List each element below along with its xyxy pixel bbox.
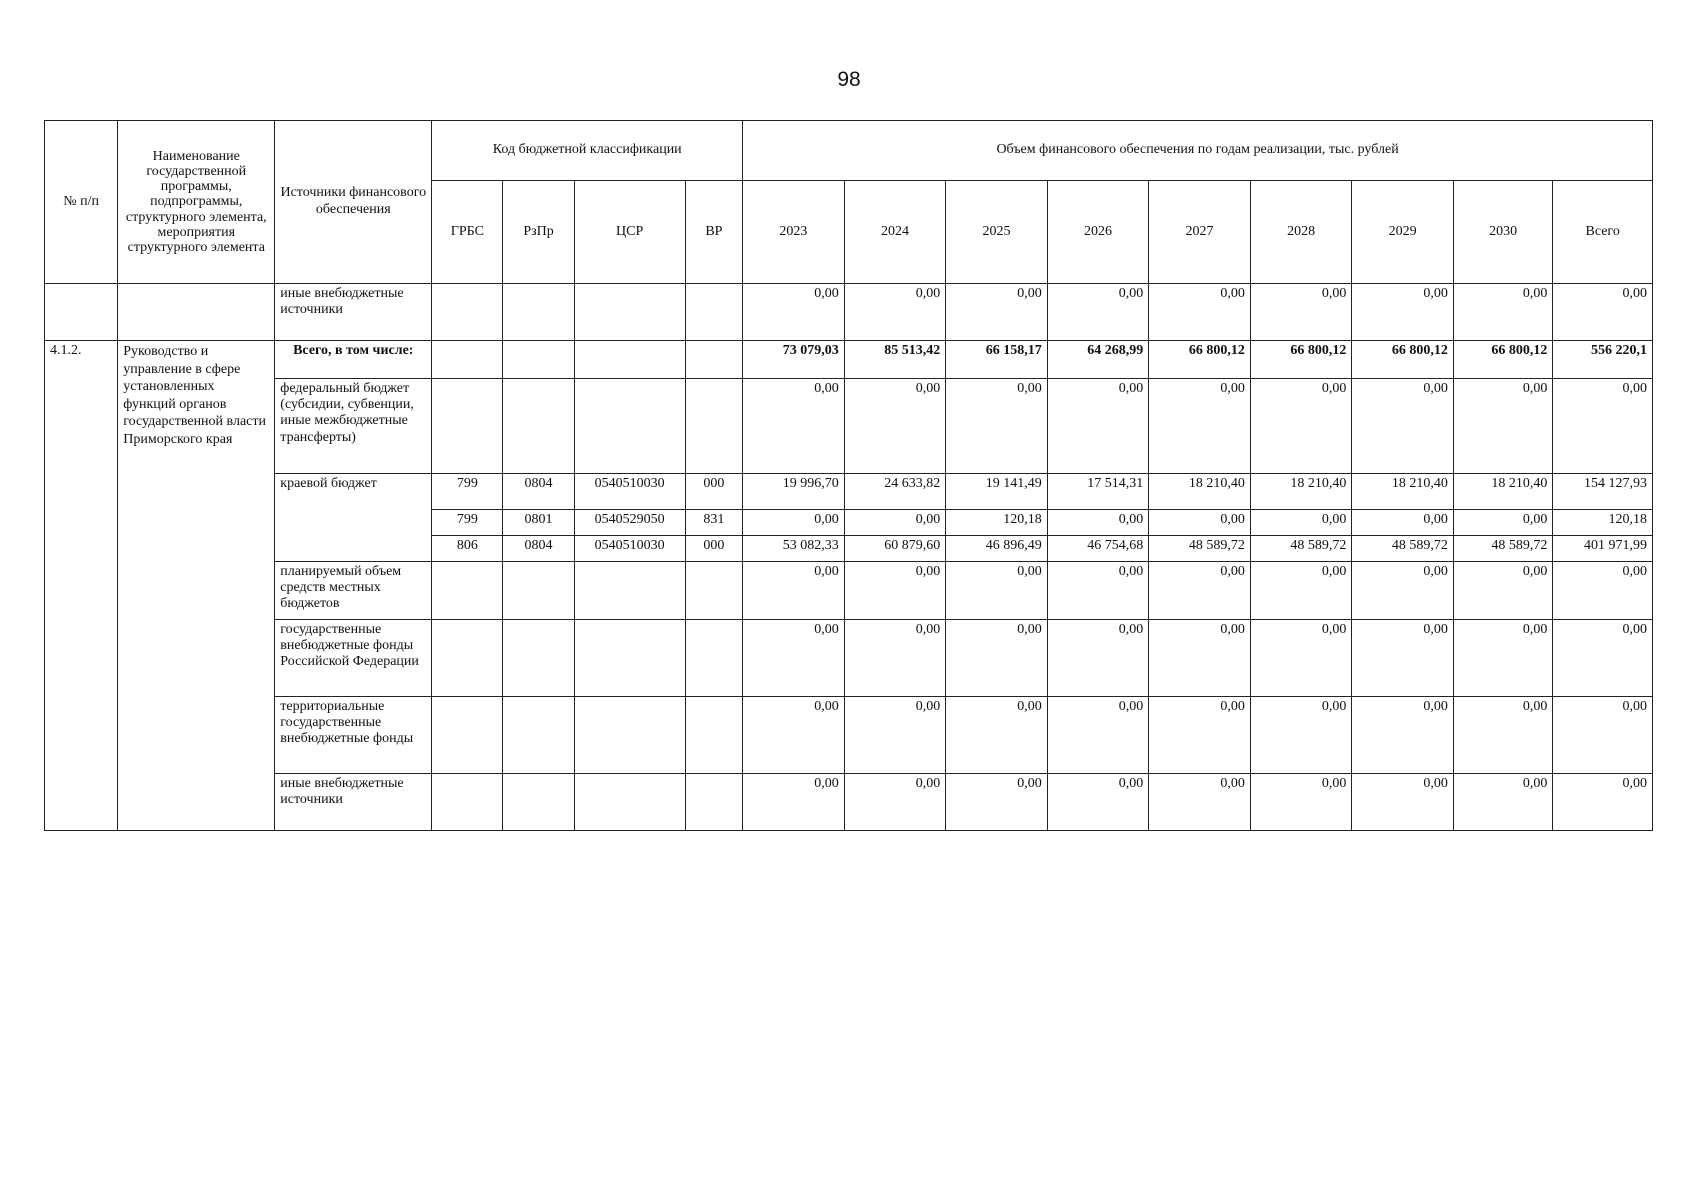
header-source: Источники финансового обеспечения: [275, 121, 432, 284]
cell-value-2026: 64 268,99: [1047, 341, 1149, 379]
cell-rzpr: [503, 284, 574, 341]
cell-grbs: 799: [432, 510, 503, 536]
cell-source: Всего, в том числе:: [275, 341, 432, 379]
cell-grbs: [432, 562, 503, 620]
cell-value-2027: 66 800,12: [1149, 341, 1251, 379]
cell-value-2030: 48 589,72: [1453, 536, 1552, 562]
cell-value-2029: 0,00: [1352, 697, 1454, 774]
cell-value-2027: 0,00: [1149, 562, 1251, 620]
cell-value-2025: 0,00: [946, 620, 1048, 697]
cell-value-total: 0,00: [1553, 562, 1653, 620]
cell-csr: [574, 620, 685, 697]
cell-grbs: [432, 620, 503, 697]
cell-value-total: 0,00: [1553, 620, 1653, 697]
cell-value-2027: 0,00: [1149, 774, 1251, 831]
table-body: [45, 284, 1653, 831]
cell-value-2025: 0,00: [946, 774, 1048, 831]
cell-rzpr: [503, 379, 574, 474]
cell-source: иные внебюджетные источники: [275, 774, 432, 831]
cell-value-2030: 0,00: [1453, 620, 1552, 697]
cell-rzpr: 0804: [503, 536, 574, 562]
cell-value-2028: 0,00: [1250, 562, 1352, 620]
cell-value-2025: 0,00: [946, 697, 1048, 774]
cell-value-2028: 0,00: [1250, 774, 1352, 831]
header-year-2029: 2029: [1352, 181, 1454, 284]
cell-grbs: 806: [432, 536, 503, 562]
cell-name: [118, 284, 275, 341]
cell-value-2024: 24 633,82: [844, 474, 946, 510]
cell-vr: [685, 697, 743, 774]
header-year-2024: 2024: [844, 181, 946, 284]
cell-value-2028: 0,00: [1250, 510, 1352, 536]
cell-value-2029: 66 800,12: [1352, 341, 1454, 379]
cell-value-2030: 0,00: [1453, 774, 1552, 831]
cell-value-2027: 0,00: [1149, 284, 1251, 341]
cell-value-2029: 0,00: [1352, 379, 1454, 474]
cell-value-2024: 85 513,42: [844, 341, 946, 379]
cell-value-2027: 0,00: [1149, 620, 1251, 697]
cell-grbs: [432, 284, 503, 341]
header-year-2026: 2026: [1047, 181, 1149, 284]
cell-value-2028: 66 800,12: [1250, 341, 1352, 379]
cell-rzpr: [503, 341, 574, 379]
cell-value-total: 0,00: [1553, 697, 1653, 774]
cell-source: иные внебюджетные источники: [275, 284, 432, 341]
cell-value-2025: 120,18: [946, 510, 1048, 536]
cell-value-2029: 0,00: [1352, 510, 1454, 536]
cell-value-2027: 0,00: [1149, 697, 1251, 774]
item-number: 4.1.2.: [45, 341, 118, 831]
cell-rzpr: [503, 774, 574, 831]
cell-source: краевой бюджет: [275, 474, 432, 562]
cell-csr: 0540510030: [574, 474, 685, 510]
header-total: Всего: [1553, 181, 1653, 284]
cell-value-2028: 48 589,72: [1250, 536, 1352, 562]
header-name: Наименование государственной программы, подпрограммы, структурного элемента, мероприятия структурного элемента: [118, 121, 275, 284]
cell-value-2026: 0,00: [1047, 284, 1149, 341]
cell-vr: 831: [685, 510, 743, 536]
cell-source: территориальные государственные внебюджетные фонды: [275, 697, 432, 774]
header-funding-group: Объем финансового обеспечения по годам реализации, тыс. рублей: [743, 121, 1653, 181]
cell-csr: [574, 562, 685, 620]
cell-value-2027: 0,00: [1149, 510, 1251, 536]
cell-value-2024: 60 879,60: [844, 536, 946, 562]
cell-vr: [685, 341, 743, 379]
header-csr: ЦСР: [574, 181, 685, 284]
cell-value-total: 120,18: [1553, 510, 1653, 536]
cell-value-2027: 18 210,40: [1149, 474, 1251, 510]
cell-value-2023: 19 996,70: [743, 474, 845, 510]
cell-vr: [685, 774, 743, 831]
cell-value-2025: 19 141,49: [946, 474, 1048, 510]
cell-value-total: 154 127,93: [1553, 474, 1653, 510]
cell-value-2023: 0,00: [743, 562, 845, 620]
cell-rzpr: 0804: [503, 474, 574, 510]
cell-value-2029: 48 589,72: [1352, 536, 1454, 562]
cell-value-2030: 0,00: [1453, 284, 1552, 341]
cell-grbs: [432, 697, 503, 774]
header-year-2030: 2030: [1453, 181, 1552, 284]
cell-value-2025: 66 158,17: [946, 341, 1048, 379]
table-row-carry: [45, 284, 1653, 341]
header-rzpr: РзПр: [503, 181, 574, 284]
cell-vr: 000: [685, 474, 743, 510]
cell-value-2029: 18 210,40: [1352, 474, 1454, 510]
cell-csr: [574, 379, 685, 474]
cell-grbs: [432, 774, 503, 831]
item-name: Руководство и управление в сфере установленных функций органов государственной власти Приморского края: [118, 341, 275, 831]
header-vr: ВР: [685, 181, 743, 284]
header-year-2028: 2028: [1250, 181, 1352, 284]
cell-value-2028: 0,00: [1250, 620, 1352, 697]
cell-grbs: 799: [432, 474, 503, 510]
cell-value-2029: 0,00: [1352, 774, 1454, 831]
cell-value-2029: 0,00: [1352, 284, 1454, 341]
cell-value-2029: 0,00: [1352, 620, 1454, 697]
cell-csr: [574, 774, 685, 831]
cell-value-2026: 0,00: [1047, 510, 1149, 536]
cell-value-2028: 18 210,40: [1250, 474, 1352, 510]
cell-vr: 000: [685, 536, 743, 562]
cell-value-total: 0,00: [1553, 379, 1653, 474]
cell-value-2023: 53 082,33: [743, 536, 845, 562]
cell-value-2023: 0,00: [743, 379, 845, 474]
cell-value-2023: 0,00: [743, 697, 845, 774]
cell-value-2026: 0,00: [1047, 620, 1149, 697]
header-row-groups: [45, 121, 1653, 181]
cell-csr: 0540529050: [574, 510, 685, 536]
header-year-2027: 2027: [1149, 181, 1251, 284]
cell-value-2023: 0,00: [743, 284, 845, 341]
header-budget-code-group: Код бюджетной классификации: [432, 121, 743, 181]
budget-table: [44, 120, 1653, 831]
cell-value-2026: 0,00: [1047, 774, 1149, 831]
cell-csr: [574, 341, 685, 379]
cell-rzpr: [503, 620, 574, 697]
cell-vr: [685, 620, 743, 697]
cell-value-2028: 0,00: [1250, 697, 1352, 774]
cell-value-total: 556 220,1: [1553, 341, 1653, 379]
cell-value-2028: 0,00: [1250, 284, 1352, 341]
cell-num: [45, 284, 118, 341]
cell-value-2029: 0,00: [1352, 562, 1454, 620]
table-header: [45, 121, 1653, 284]
header-year-2025: 2025: [946, 181, 1048, 284]
cell-grbs: [432, 341, 503, 379]
header-year-2023: 2023: [743, 181, 845, 284]
cell-value-2026: 46 754,68: [1047, 536, 1149, 562]
cell-value-2024: 0,00: [844, 562, 946, 620]
cell-source: планируемый объем средств местных бюджетов: [275, 562, 432, 620]
cell-value-2030: 0,00: [1453, 697, 1552, 774]
cell-vr: [685, 284, 743, 341]
cell-value-2028: 0,00: [1250, 379, 1352, 474]
table-row: [45, 474, 1653, 510]
cell-source: федеральный бюджет (субсидии, субвенции, иные межбюджетные трансферты): [275, 379, 432, 474]
cell-value-2025: 0,00: [946, 562, 1048, 620]
cell-value-2030: 0,00: [1453, 379, 1552, 474]
cell-value-2024: 0,00: [844, 620, 946, 697]
table-row: [45, 697, 1653, 774]
cell-value-2023: 0,00: [743, 774, 845, 831]
cell-value-2026: 17 514,31: [1047, 474, 1149, 510]
cell-value-2025: 0,00: [946, 284, 1048, 341]
cell-value-2025: 0,00: [946, 379, 1048, 474]
cell-value-total: 0,00: [1553, 284, 1653, 341]
header-num: № п/п: [45, 121, 118, 284]
cell-rzpr: [503, 562, 574, 620]
cell-vr: [685, 379, 743, 474]
cell-csr: 0540510030: [574, 536, 685, 562]
table-row: [45, 379, 1653, 474]
cell-value-2023: 73 079,03: [743, 341, 845, 379]
cell-value-2024: 0,00: [844, 774, 946, 831]
cell-value-2025: 46 896,49: [946, 536, 1048, 562]
cell-value-2023: 0,00: [743, 620, 845, 697]
cell-value-2030: 0,00: [1453, 510, 1552, 536]
cell-value-2023: 0,00: [743, 510, 845, 536]
cell-value-2024: 0,00: [844, 284, 946, 341]
cell-value-2024: 0,00: [844, 697, 946, 774]
cell-value-total: 0,00: [1553, 774, 1653, 831]
cell-source: государственные внебюджетные фонды Российской Федерации: [275, 620, 432, 697]
cell-csr: [574, 697, 685, 774]
cell-value-2027: 0,00: [1149, 379, 1251, 474]
cell-value-2026: 0,00: [1047, 697, 1149, 774]
cell-csr: [574, 284, 685, 341]
cell-grbs: [432, 379, 503, 474]
table-row: [45, 562, 1653, 620]
page-number: 98: [837, 68, 861, 91]
cell-rzpr: 0801: [503, 510, 574, 536]
cell-value-2027: 48 589,72: [1149, 536, 1251, 562]
cell-value-2024: 0,00: [844, 510, 946, 536]
table-row: [45, 774, 1653, 831]
table-row-total: [45, 341, 1653, 379]
header-grbs: ГРБС: [432, 181, 503, 284]
cell-value-2024: 0,00: [844, 379, 946, 474]
cell-value-2030: 18 210,40: [1453, 474, 1552, 510]
cell-rzpr: [503, 697, 574, 774]
table-row: [45, 620, 1653, 697]
cell-value-2026: 0,00: [1047, 562, 1149, 620]
cell-value-2030: 66 800,12: [1453, 341, 1552, 379]
cell-value-total: 401 971,99: [1553, 536, 1653, 562]
cell-vr: [685, 562, 743, 620]
cell-value-2030: 0,00: [1453, 562, 1552, 620]
cell-value-2026: 0,00: [1047, 379, 1149, 474]
